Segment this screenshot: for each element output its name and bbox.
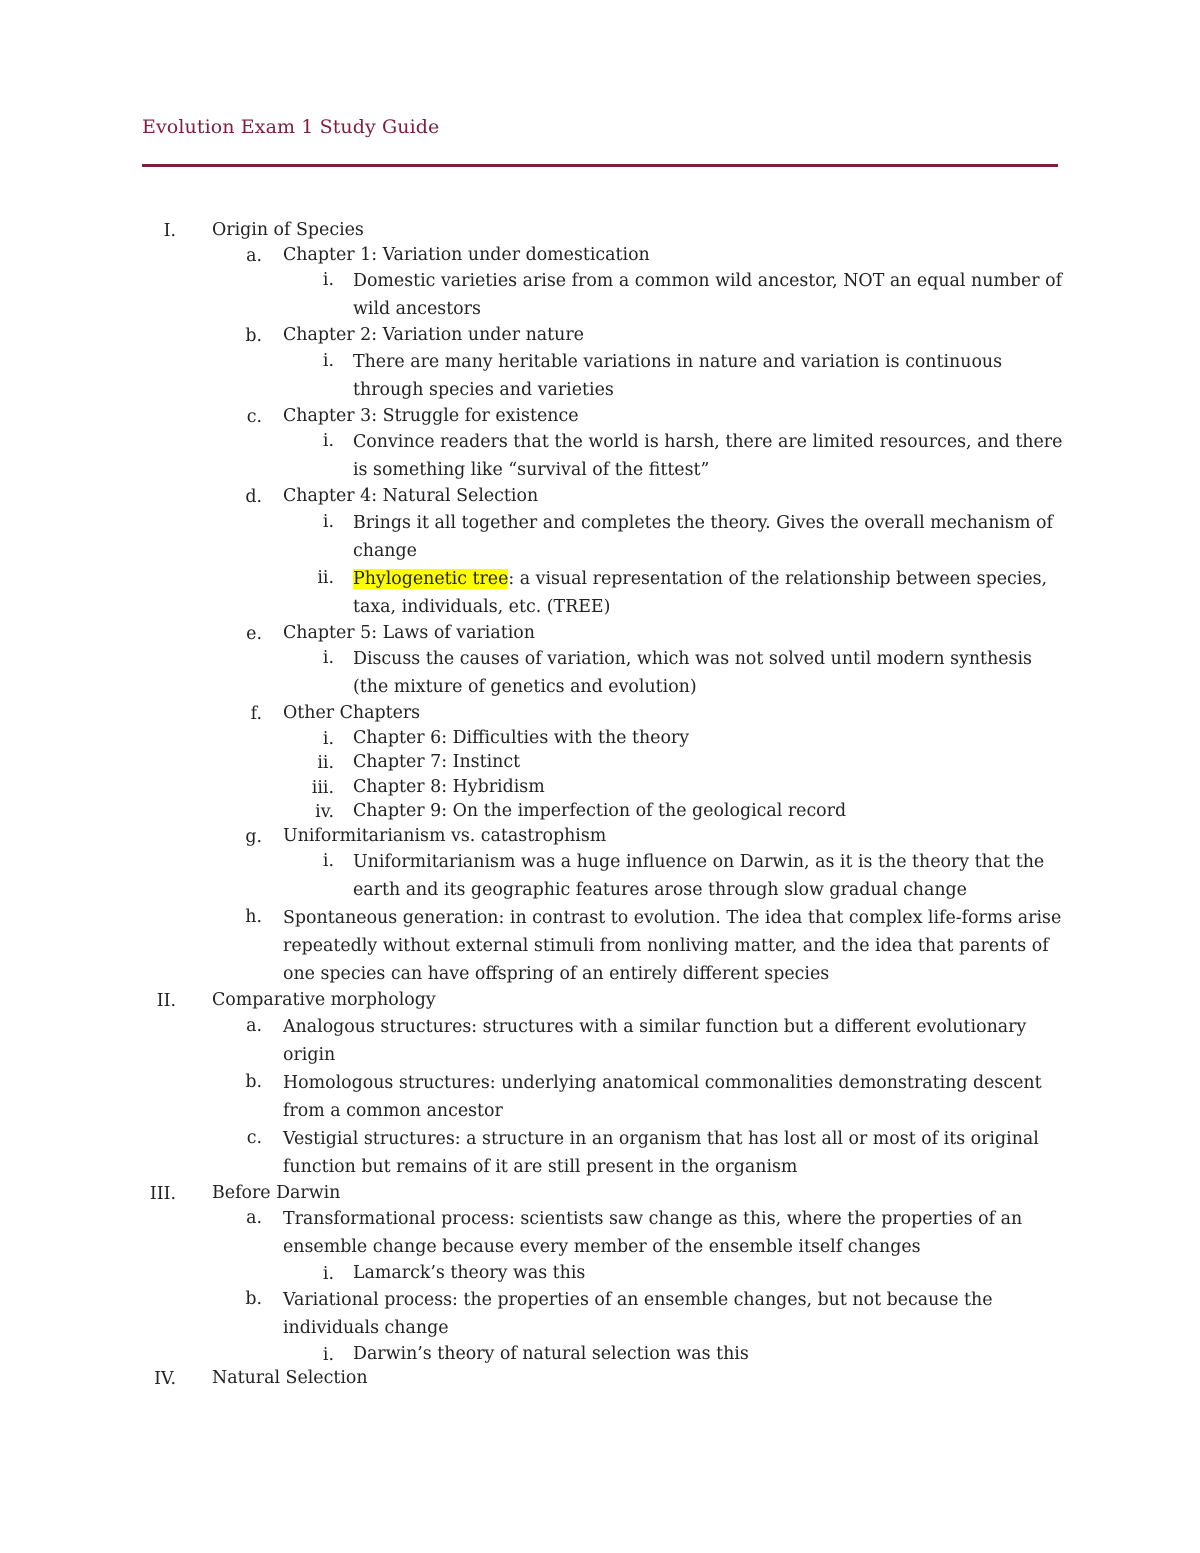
outline-text: Other Chapters: [283, 703, 421, 723]
outline-item-level3: [0, 726, 1200, 751]
outline-item-level3: [0, 1342, 1200, 1367]
outline-marker: b.: [245, 326, 262, 346]
outline-item-level2: [0, 621, 1200, 646]
outline-text: Transformational process: scientists saw change as this, where the properties of an ensemble change because every member of the ensemble itself changes: [283, 1209, 1023, 1257]
outline-marker: IV.: [154, 1369, 176, 1389]
outline-marker: i.: [322, 851, 334, 871]
outline-marker: i.: [322, 1344, 334, 1365]
outline-text: Darwin’s theory of natural selection was this: [353, 1343, 749, 1364]
outline-text: Chapter 8: Hybridism: [353, 776, 545, 797]
outline-item-level1: [0, 1181, 1200, 1206]
outline-marker: h.: [245, 907, 262, 927]
outline-item-level3: [0, 348, 1200, 404]
outline-text: Domestic varieties arise from a common wild ancestor, NOT an equal number of wild ancestors: [353, 271, 1063, 319]
outline-marker: iii.: [311, 777, 334, 798]
outline-item-level1: [0, 1366, 1200, 1391]
outline-item-level3: [0, 428, 1200, 484]
outline-marker: b.: [245, 1288, 262, 1309]
outline-text: Chapter 1: Variation under domestication: [283, 244, 650, 265]
outline-item-level2: [0, 1286, 1200, 1342]
outline-item-level2: [0, 1205, 1200, 1261]
outline-marker: I.: [163, 221, 176, 241]
outline-item-level3: [0, 509, 1200, 565]
outline-marker: e.: [246, 623, 262, 644]
outline-marker: i.: [322, 431, 334, 451]
outline-text: Comparative morphology: [212, 990, 436, 1010]
outline-marker: i.: [322, 648, 334, 668]
outline-item-level1: [0, 218, 1200, 243]
outline-item-level2: [0, 1013, 1200, 1069]
outline-marker: c.: [246, 406, 262, 427]
outline-marker: i.: [322, 1264, 334, 1284]
outline-text: Brings it all together and completes the theory. Gives the overall mechanism of change: [353, 512, 1053, 561]
outline-text: Discuss the causes of variation, which was not solved until modern synthesis (the mixture of genetics and evolution): [353, 649, 1032, 697]
outline-text: Vestigial structures: a structure in an organism that has lost all or most of its original function but remains of it are still present in the organism: [283, 1128, 1039, 1177]
outline-marker: i.: [322, 270, 334, 290]
outline-item-level2: [0, 404, 1200, 429]
outline-text: Uniformitarianism was a huge influence on Darwin, as it is the theory that the earth and its geographic features arose through slow gradual change: [353, 852, 1045, 900]
outline-marker: c.: [246, 1127, 262, 1148]
outline-item-level2: [0, 484, 1200, 509]
outline-item-level2: [0, 904, 1200, 988]
outline-marker: II.: [156, 991, 176, 1011]
outline-text: Chapter 2: Variation under nature: [283, 325, 584, 345]
outline-item-level3: [0, 645, 1200, 701]
definition-text: : a visual representation of the relationship between species, taxa, individuals, etc. (TREE): [353, 568, 1048, 617]
outline-item-level2: [0, 323, 1200, 348]
outline-item-level2: [0, 1125, 1200, 1181]
outline-marker: g.: [245, 826, 262, 847]
outline-marker: b.: [245, 1071, 262, 1092]
outline-marker: i.: [322, 350, 334, 371]
title-divider: [142, 164, 1058, 167]
outline-text: Chapter 9: On the imperfection of the geological record: [353, 801, 847, 821]
outline-item-level3: [0, 750, 1200, 775]
outline-text: Lamarck’s theory was this: [353, 1263, 586, 1283]
outline-item-level3: [0, 565, 1200, 621]
outline-marker: f.: [250, 704, 262, 724]
outline-item-level3: [0, 848, 1200, 904]
outline: [0, 218, 1200, 1391]
outline-item-level2: [0, 824, 1200, 849]
outline-text: Natural Selection: [212, 1368, 368, 1388]
outline-text: Analogous structures: structures with a similar function but a different evolutionary origin: [283, 1016, 1027, 1065]
outline-text: Chapter 6: Difficulties with the theory: [353, 727, 690, 748]
outline-marker: ii.: [317, 753, 334, 773]
outline-text: Chapter 4: Natural Selection: [283, 486, 539, 506]
outline-text: Variational process: the properties of an ensemble changes, but not because the individuals change: [283, 1289, 993, 1338]
outline-text: [353, 565, 1063, 621]
outline-text: Spontaneous generation: in contrast to evolution. The idea that complex life-forms arise repeatedly without external stimuli from nonliving matter, and the idea that parents of one species can have offspring of an entirely different species: [283, 908, 1062, 984]
outline-text: Chapter 7: Instinct: [353, 752, 521, 772]
outline-text: Before Darwin: [212, 1182, 341, 1203]
outline-text: Homologous structures: underlying anatomical commonalities demonstrating descent from a common ancestor: [283, 1072, 1042, 1121]
outline-marker: a.: [246, 1015, 262, 1036]
outline-text: Chapter 5: Laws of variation: [283, 622, 535, 643]
outline-marker: i.: [322, 728, 334, 749]
outline-marker: d.: [245, 487, 262, 507]
outline-marker: a.: [246, 245, 262, 266]
outline-item-level1: [0, 988, 1200, 1013]
outline-text: Convince readers that the world is harsh, there are limited resources, and there is something like “survival of the fittest”: [353, 432, 1063, 480]
outline-marker: i.: [322, 511, 334, 532]
highlighted-term: Phylogenetic tree: [353, 568, 509, 589]
outline-item-level3: [0, 775, 1200, 800]
outline-item-level3: [0, 267, 1200, 323]
outline-marker: a.: [246, 1208, 262, 1228]
outline-text: Uniformitarianism vs. catastrophism: [283, 825, 607, 846]
outline-text: Chapter 3: Struggle for existence: [283, 405, 579, 426]
outline-marker: III.: [149, 1183, 176, 1204]
outline-marker: iv.: [315, 802, 334, 822]
outline-marker: ii.: [317, 567, 334, 588]
outline-item-level3: [0, 1261, 1200, 1286]
outline-item-level2: [0, 1069, 1200, 1125]
outline-text: Origin of Species: [212, 220, 364, 240]
outline-item-level2: [0, 243, 1200, 268]
outline-item-level2: [0, 701, 1200, 726]
document-title: Evolution Exam 1 Study Guide: [142, 116, 440, 138]
outline-item-level3: [0, 799, 1200, 824]
outline-text: There are many heritable variations in nature and variation is continuous through species and varieties: [353, 351, 1003, 400]
